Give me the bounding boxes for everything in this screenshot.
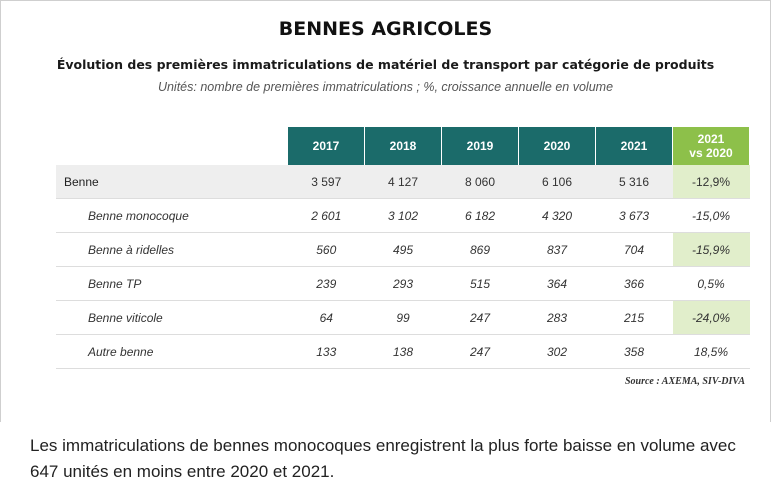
col-header-2020: 2020 xyxy=(519,127,596,165)
row-label: Benne à ridelles xyxy=(56,233,288,267)
figure-title: BENNES AGRICOLES xyxy=(278,18,493,40)
cell-value: 247 xyxy=(442,301,519,335)
cell-value: 3 597 xyxy=(288,165,365,199)
cell-change: 0,5% xyxy=(673,267,750,301)
cell-value: 560 xyxy=(288,233,365,267)
table-row xyxy=(56,165,750,199)
caption-text: Les immatriculations de bennes monocoques enregistrent la plus forte baisse en volume avec 647 unités en moins entre 2020 et 2021. xyxy=(30,436,736,481)
cell-value: 283 xyxy=(519,301,596,335)
row-label: Benne monocoque xyxy=(56,199,288,233)
col-header-change-line1: 2021 xyxy=(697,132,725,146)
cell-change: -12,9% xyxy=(673,165,750,199)
col-header-change xyxy=(673,127,750,165)
cell-value: 3 673 xyxy=(596,199,673,233)
table-row xyxy=(56,199,750,233)
cell-value: 4 127 xyxy=(365,165,442,199)
cell-value: 515 xyxy=(442,267,519,301)
cell-value: 869 xyxy=(442,233,519,267)
cell-value: 6 182 xyxy=(442,199,519,233)
units-note: Unités: nombre de premières immatriculations ; %, croissance annuelle en volume xyxy=(157,80,614,94)
table-row xyxy=(56,335,750,369)
cell-value: 4 320 xyxy=(519,199,596,233)
cell-change: -24,0% xyxy=(673,301,750,335)
registrations-table xyxy=(56,127,750,369)
col-header-2018: 2018 xyxy=(365,127,442,165)
cell-change: -15,9% xyxy=(673,233,750,267)
cell-value: 239 xyxy=(288,267,365,301)
cell-value: 358 xyxy=(596,335,673,369)
row-label: Autre benne xyxy=(56,335,288,369)
row-label: Benne TP xyxy=(56,267,288,301)
cell-value: 138 xyxy=(365,335,442,369)
cell-value: 366 xyxy=(596,267,673,301)
cell-value: 2 601 xyxy=(288,199,365,233)
cell-value: 6 106 xyxy=(519,165,596,199)
cell-value: 364 xyxy=(519,267,596,301)
cell-value: 704 xyxy=(596,233,673,267)
cell-value: 293 xyxy=(365,267,442,301)
cell-value: 8 060 xyxy=(442,165,519,199)
table-row xyxy=(56,301,750,335)
cell-value: 247 xyxy=(442,335,519,369)
cell-value: 64 xyxy=(288,301,365,335)
cell-value: 495 xyxy=(365,233,442,267)
cell-change: 18,5% xyxy=(673,335,750,369)
col-header-change-line2: vs 2020 xyxy=(689,146,733,160)
cell-value: 5 316 xyxy=(596,165,673,199)
figure-subtitle: Évolution des premières immatriculations de matériel de transport par catégorie de produits xyxy=(56,57,715,72)
table-row xyxy=(56,267,750,301)
col-header-2019: 2019 xyxy=(442,127,519,165)
cell-value: 99 xyxy=(365,301,442,335)
cell-value: 837 xyxy=(519,233,596,267)
cell-value: 133 xyxy=(288,335,365,369)
header-row xyxy=(56,127,750,165)
col-header-2021: 2021 xyxy=(596,127,673,165)
source-note: Source : AXEMA, SIV-DIVA xyxy=(624,376,745,387)
table-row xyxy=(56,233,750,267)
row-label: Benne xyxy=(56,165,288,199)
cell-change: -15,0% xyxy=(673,199,750,233)
cell-value: 3 102 xyxy=(365,199,442,233)
row-label: Benne viticole xyxy=(56,301,288,335)
cell-value: 302 xyxy=(519,335,596,369)
header-blank xyxy=(56,127,288,165)
cell-value: 215 xyxy=(596,301,673,335)
col-header-2017: 2017 xyxy=(288,127,365,165)
